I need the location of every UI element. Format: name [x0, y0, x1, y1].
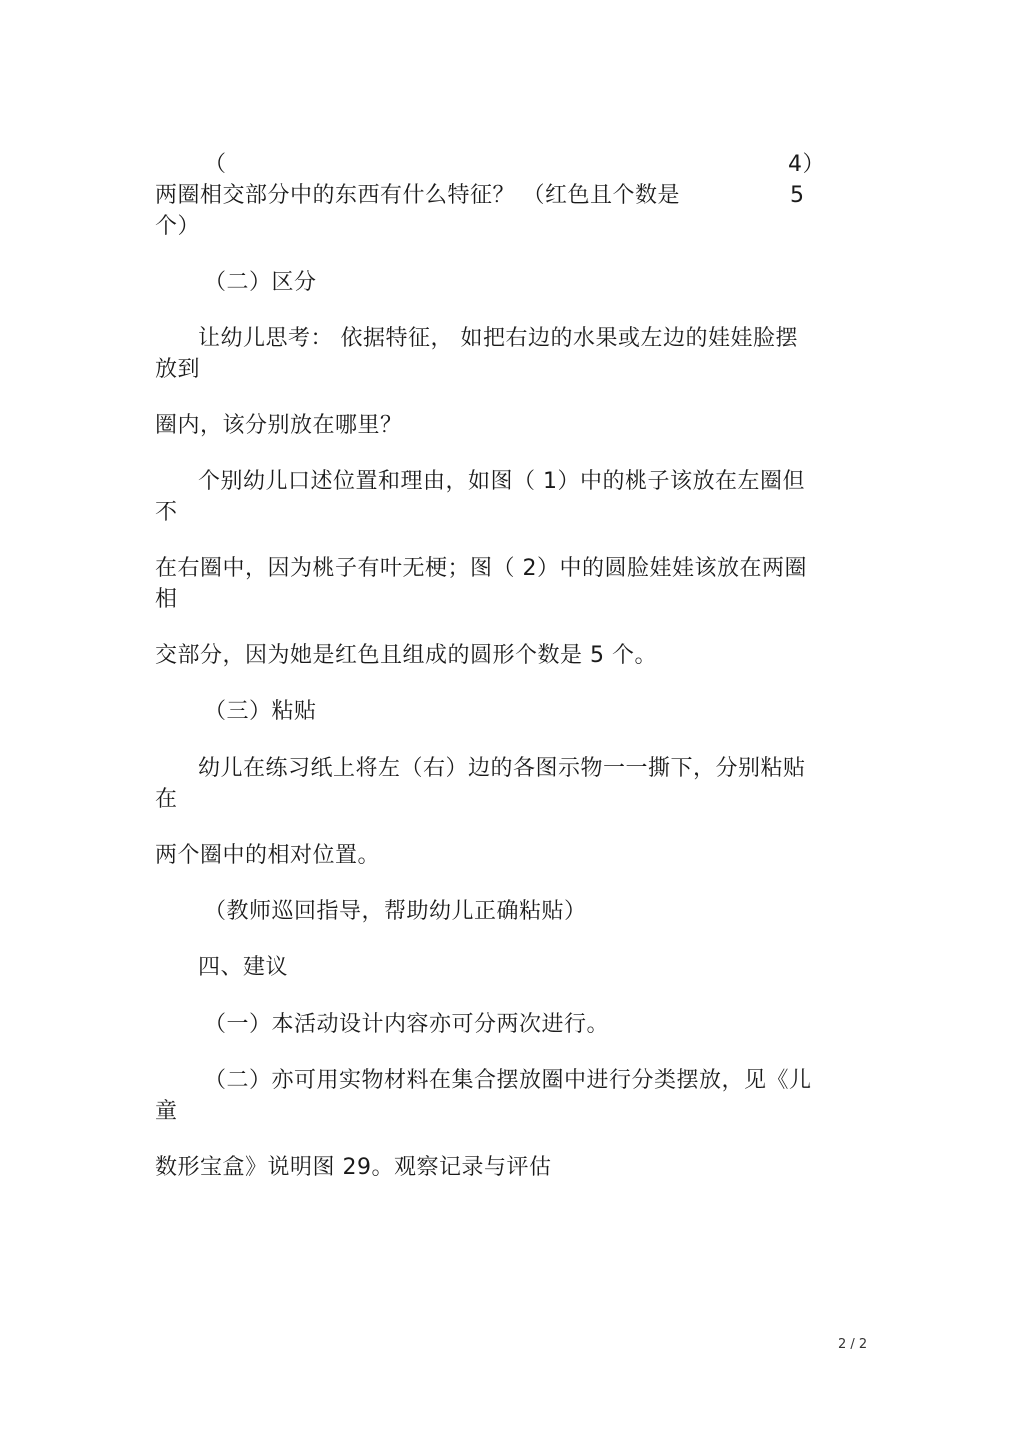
text-line: 交部分，因为她是红色且组成的圆形个数是 5 个。 [155, 643, 657, 668]
text-line: 相 [155, 587, 178, 612]
page-number: 2 / 2 [838, 1337, 868, 1352]
text-line: 让幼儿思考： 依据特征， 如把右边的水果或左边的娃娃脸摆 [198, 326, 798, 351]
section-heading: （三）粘贴 [204, 699, 317, 724]
text-line: 在右圈中，因为桃子有叶无梗；图（ 2）中的圆脸娃娃该放在两圈 [155, 556, 807, 581]
text-line: 不 [155, 500, 178, 525]
section-heading: 四、建议 [198, 955, 289, 980]
text-line: 个别幼儿口述位置和理由，如图（ 1）中的桃子该放在左圈但 [198, 469, 805, 494]
text-line: 5 [790, 183, 805, 208]
text-line: 童 [155, 1099, 178, 1124]
text-line: （教师巡回指导，帮助幼儿正确粘贴） [204, 899, 587, 924]
text-line: 两圈相交部分中的东西有什么特征？ （红色且个数是 [155, 183, 680, 208]
text-line: 放到 [155, 357, 201, 382]
text-line: 圈内，该分别放在哪里？ [155, 413, 403, 438]
text-line: 幼儿在练习纸上将左（右）边的各图示物一一撕下，分别粘贴 [198, 756, 806, 781]
text-line: （二）亦可用实物材料在集合摆放圈中进行分类摆放，见《儿 [204, 1068, 812, 1093]
text-line: （ [204, 152, 227, 177]
section-heading: （二）区分 [204, 270, 317, 295]
text-line: （一）本活动设计内容亦可分两次进行。 [204, 1012, 610, 1037]
text-line: 个） [155, 214, 201, 239]
text-line: 在 [155, 787, 178, 812]
text-line: 4） [788, 152, 825, 177]
text-line: 数形宝盒》说明图 29。观察记录与评估 [155, 1155, 552, 1180]
text-line: 两个圈中的相对位置。 [155, 843, 381, 868]
